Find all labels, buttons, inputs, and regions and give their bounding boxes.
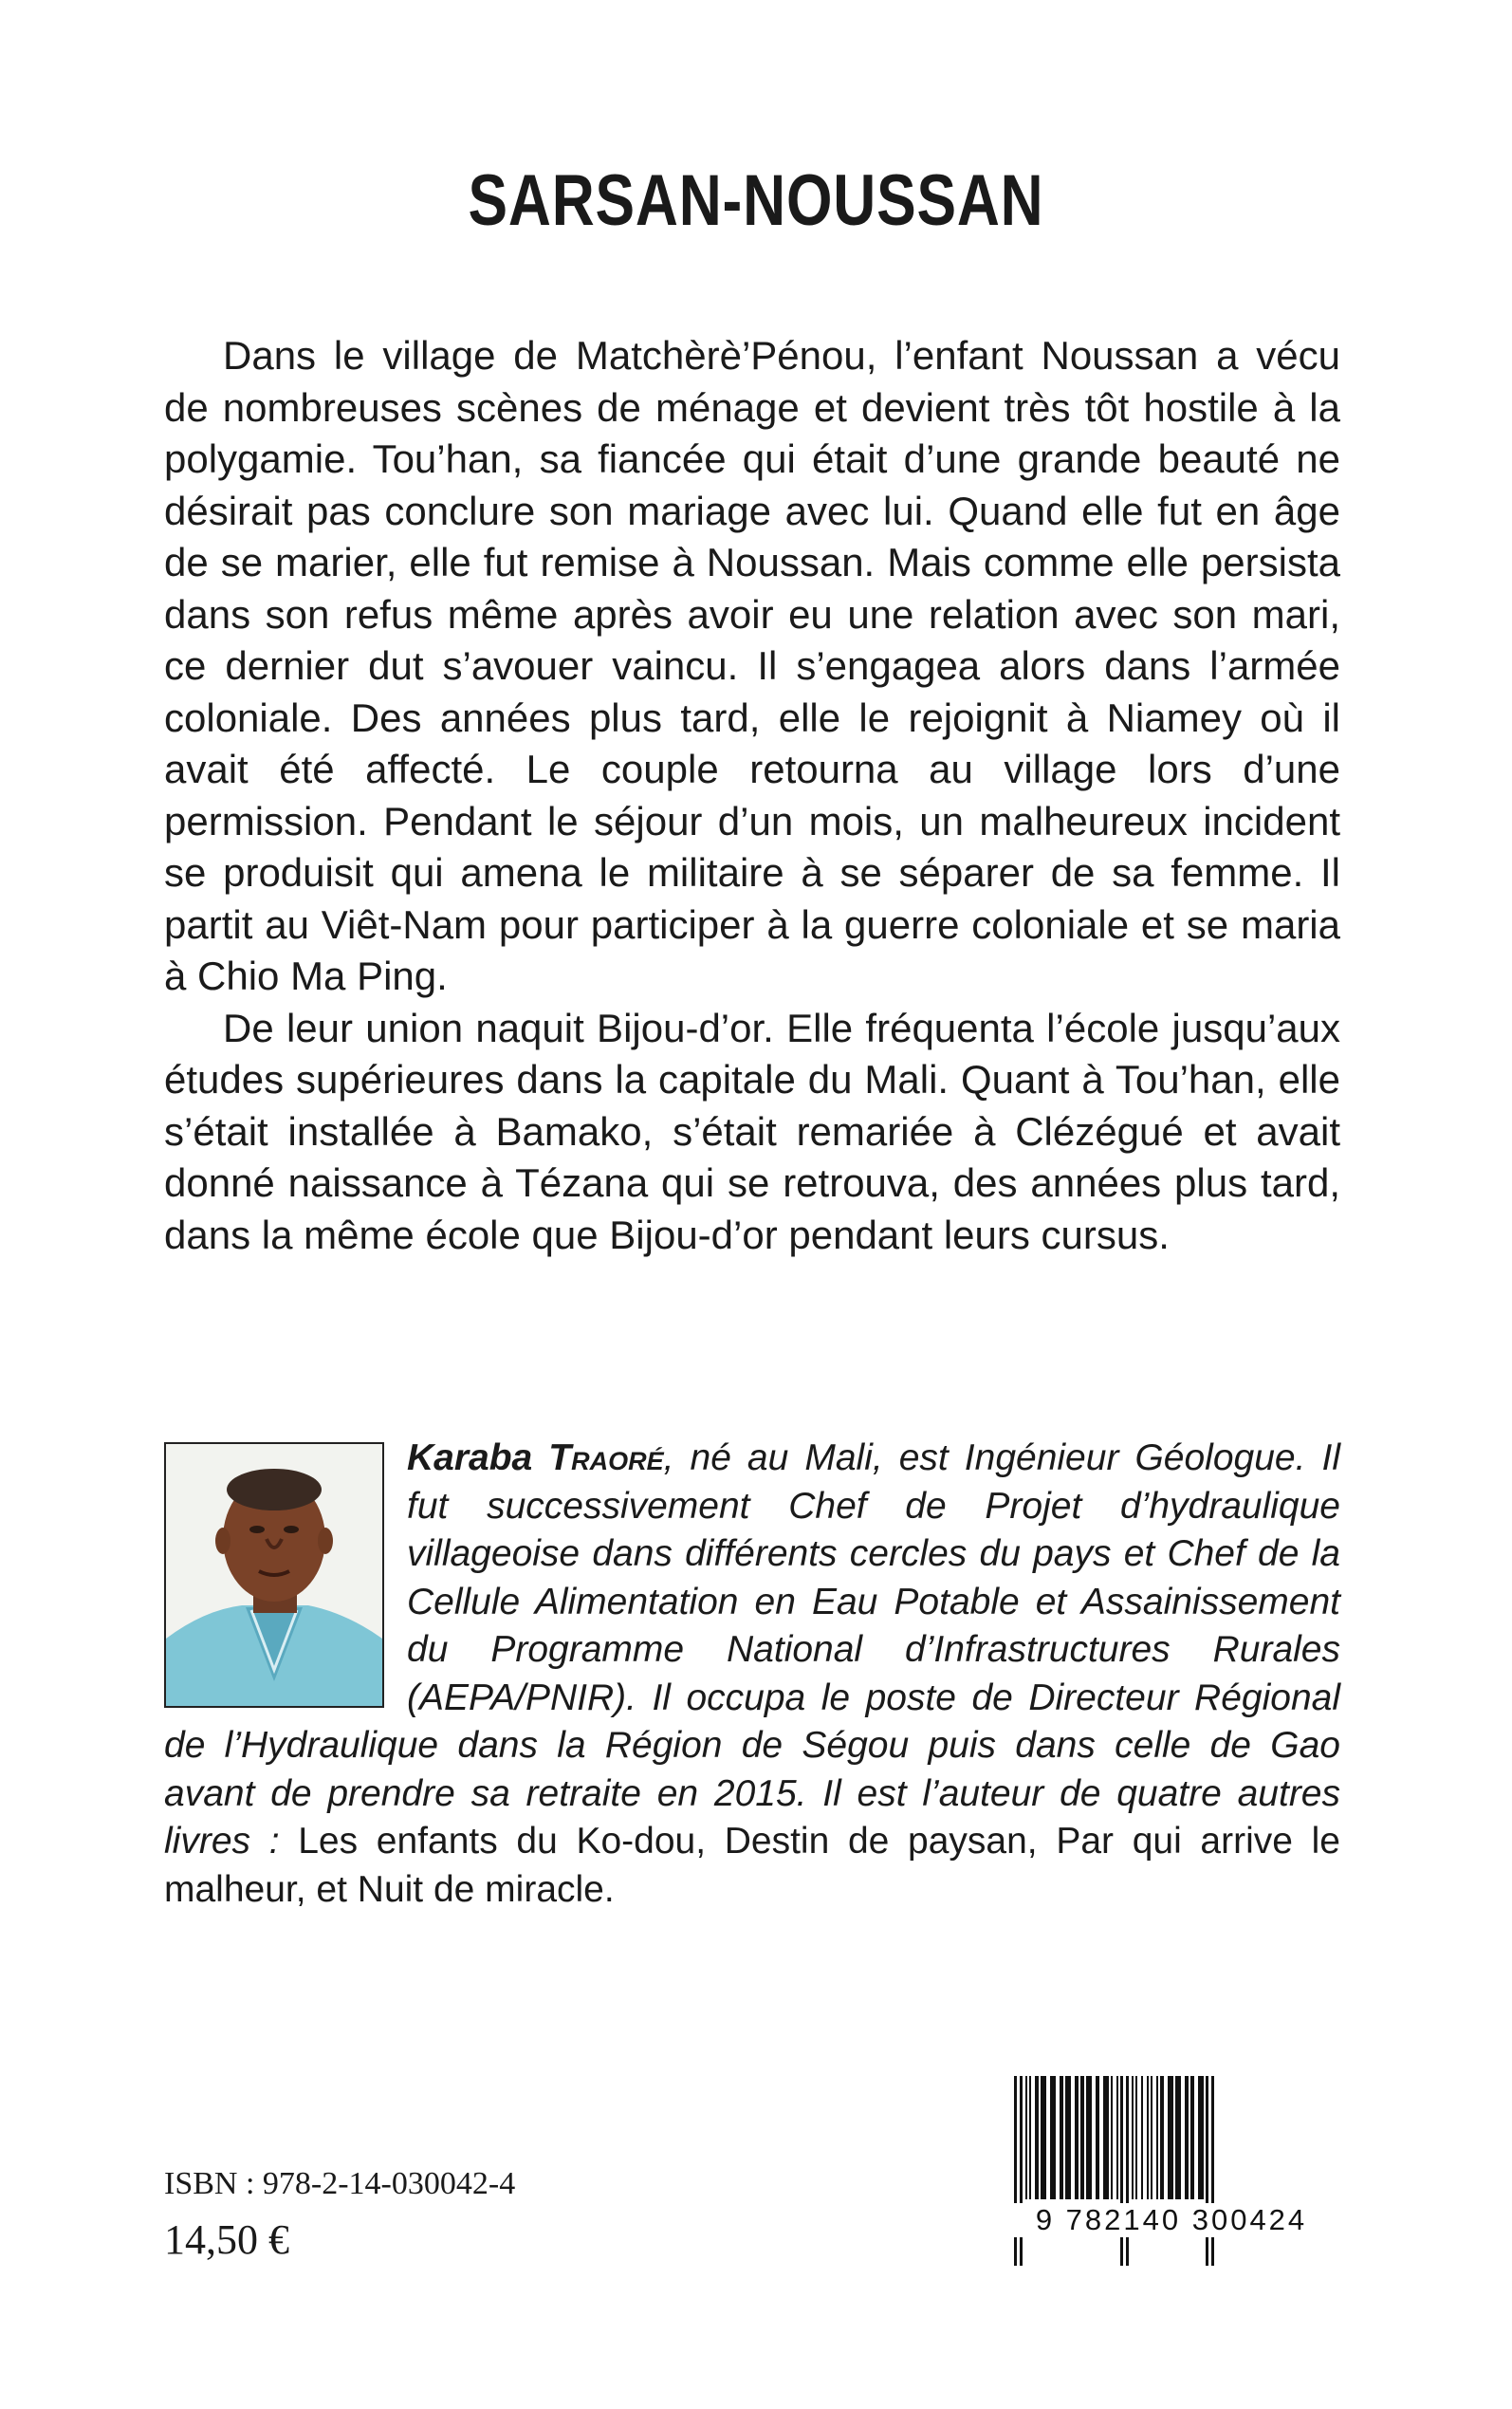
barcode-bar	[1151, 2076, 1152, 2199]
barcode-bar	[1014, 2076, 1017, 2266]
barcode-bar	[1156, 2076, 1158, 2199]
barcode-bar	[1050, 2076, 1056, 2199]
barcode-bar	[1185, 2076, 1189, 2199]
barcode-bar	[1065, 2076, 1071, 2199]
barcode-bar	[1126, 2076, 1129, 2266]
barcode-bar	[1147, 2076, 1149, 2199]
barcode-bar	[1096, 2076, 1099, 2199]
synopsis	[164, 330, 1340, 1261]
author-bio	[164, 1435, 1340, 1914]
synopsis-paragraph: Dans le village de Matchèrè’Pénou, l’enfant Noussan a vécu de nombreuses scènes de ménage et devient très tôt hostile à la polygamie. Tou’han, sa fiancée qui était d’une grande beauté ne désirait pas conclure son mariage avec lui. Quand elle fut en âge de se marier, elle fut remise à Noussan. Mais comme elle persista dans son refus même après avoir eu une relation avec son mari, ce dernier dut s’avouer vaincu. Il s’engagea alors dans l’armée coloniale. Des années plus tard, elle le rejoignit à Niamey où il avait été affecté. Le couple retourna au village lors d’une permission. Pendant le séjour d’un mois, un malheureux incident se produisit qui amena le militaire à se séparer de sa femme. Il partit au Viêt-Nam pour participer à la guerre coloniale et se maria à Chio Ma Ping.	[164, 333, 1340, 998]
book-title: SARSAN-NOUSSAN	[468, 160, 1044, 241]
barcode-bar	[1060, 2076, 1063, 2199]
barcode-bar	[1160, 2076, 1164, 2199]
price: 14,50 €	[164, 2216, 289, 2263]
author-first-name: Karaba	[407, 1437, 533, 1478]
barcode-bar	[1141, 2076, 1143, 2199]
barcode-bar	[1116, 2076, 1118, 2199]
author-bio-italic: , né au Mali, est Ingénieur Géologue. Il fut successivement Chef de Projet d’hydraulique villageoise dans différents cercles du pays et Chef de la Cellule Alimentation en Eau Potable et Assainissement du Programme National d’Infrastructures Rurales (AEPA/PNIR). Il occupa le poste de Directeur Régional de l’Hydraulique dans la Région de Ségou puis dans celle de Gao avant de prendre sa retraite en 2015. Il est l’auteur de quatre autres livres :	[164, 1437, 1340, 1862]
barcode-bar	[1206, 2076, 1208, 2266]
isbn: ISBN : 978-2-14-030042-4	[164, 2166, 516, 2201]
barcode-bar	[1211, 2076, 1214, 2266]
barcode-bar	[1198, 2076, 1204, 2199]
author-photo	[164, 1442, 384, 1708]
author-name	[407, 1437, 664, 1478]
barcode-bar	[1086, 2076, 1092, 2199]
barcode-bar	[1035, 2076, 1039, 2199]
barcode-bar	[1190, 2076, 1194, 2199]
barcode-bar	[1029, 2076, 1031, 2199]
barcode-bar	[1075, 2076, 1079, 2199]
barcode-bar	[1111, 2076, 1113, 2199]
barcode-digits: 9 782140 300424	[1001, 2203, 1342, 2237]
barcode	[1001, 2076, 1342, 2281]
barcode-bar	[1175, 2076, 1181, 2199]
barcode-bar	[1120, 2076, 1123, 2266]
barcode-bar	[1135, 2076, 1137, 2199]
barcode-bar	[1168, 2076, 1173, 2199]
barcode-bar	[1020, 2076, 1023, 2266]
author-last-name: Traoré	[548, 1437, 664, 1478]
barcode-bar	[1103, 2076, 1109, 2199]
synopsis-paragraph: De leur union naquit Bijou-d’or. Elle fréquenta l’école jusqu’aux études supérieures dans la capitale du Mali. Quant à Tou’han, elle s’était installée à Bamako, s’était remariée à Clézégué et avait donné naissance à Tézana qui se retrouva, des années plus tard, dans la même école que Bijou-d’or pendant leurs cursus.	[164, 1005, 1340, 1257]
barcode-bar	[1080, 2076, 1084, 2199]
barcode-bar	[1041, 2076, 1046, 2199]
author-other-books: Les enfants du Ko-dou, Destin de paysan, Par qui arrive le malheur, et Nuit de miracle.	[164, 1821, 1340, 1910]
barcode-bar	[1132, 2076, 1134, 2199]
barcode-bar	[1025, 2076, 1027, 2199]
